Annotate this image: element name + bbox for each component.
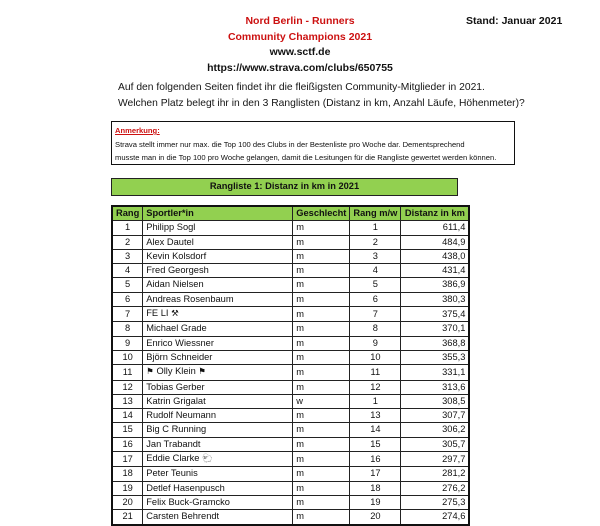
cell-rang-mw: 19 [350,495,401,509]
table-row [112,264,469,278]
cell-geschlecht: m [293,481,350,495]
cell-rang-mw: 1 [350,221,401,235]
cell-distanz: 313,6 [401,380,470,394]
cell-distanz: 370,1 [401,322,470,336]
athlete-name: Olly Klein [156,366,196,377]
cell-geschlecht: m [293,235,350,249]
cell-distanz: 275,3 [401,495,470,509]
club-name: Nord Berlin - Runners [245,15,355,27]
cell-sportler [143,467,293,481]
cell-rang: 20 [112,495,143,509]
cell-geschlecht: m [293,423,350,437]
athlete-name: Aidan Nielsen [146,279,204,290]
cell-geschlecht: w [293,394,350,408]
column-header-distanz: Distanz in km [401,206,470,221]
athlete-name: Big C Running [146,424,207,435]
cell-distanz: 438,0 [401,249,470,263]
table-row [112,249,469,263]
column-header-sportler: Sportler*in [143,206,293,221]
table-row [112,380,469,394]
table-row [112,322,469,336]
cell-rang: 3 [112,249,143,263]
cell-sportler [143,336,293,350]
cell-rang-mw: 10 [350,350,401,364]
table-row [112,365,469,380]
cell-sportler [143,423,293,437]
cell-distanz: 274,6 [401,510,470,525]
document-title-block [150,14,450,76]
cell-sportler [143,322,293,336]
cell-geschlecht: m [293,322,350,336]
table-row [112,437,469,451]
cell-rang: 12 [112,380,143,394]
cell-rang: 13 [112,394,143,408]
cell-sportler [143,249,293,263]
cell-sportler [143,380,293,394]
cell-rang-mw: 3 [350,249,401,263]
sheep-icon: 🐑 [202,454,213,465]
cell-distanz: 308,5 [401,394,470,408]
cell-geschlecht: m [293,221,350,235]
note-line-1: Strava stellt immer nur max. die Top 100 des Clubs in der Bestenliste pro Woche dar. Dementsprechend [115,139,465,149]
cell-rang: 7 [112,307,143,322]
award-title: Community Champions 2021 [227,30,373,43]
cell-rang: 15 [112,423,143,437]
cell-geschlecht: m [293,307,350,322]
cell-sportler [143,307,293,322]
cell-rang-mw: 1 [350,394,401,408]
column-header-rang: Rang [112,206,143,221]
table-row [112,292,469,306]
cell-rang-mw: 8 [350,322,401,336]
note-line-2: musste man in die Top 100 pro Woche gelangen, damit die Lesitungen für die Rangliste gewertet werden können. [115,153,497,162]
cell-sportler [143,510,293,525]
cell-rang-mw: 7 [350,307,401,322]
athlete-name: Tobias Gerber [146,381,205,392]
cell-geschlecht: m [293,437,350,451]
table-row [112,394,469,408]
cell-rang-mw: 5 [350,278,401,292]
cell-rang-mw: 2 [350,235,401,249]
cell-geschlecht: m [293,249,350,263]
cell-sportler [143,452,293,467]
intro-line-2: Welchen Platz belegt ihr in den 3 Ranglisten (Distanz in km, Anzahl Läufe, Höhenmeter)? [118,97,525,109]
table-row [112,336,469,350]
athlete-name: Kevin Kolsdorf [146,250,207,261]
cell-rang: 11 [112,365,143,380]
cell-geschlecht: m [293,495,350,509]
cell-rang-mw: 14 [350,423,401,437]
strava-link[interactable]: https://www.strava.com/clubs/650755 [207,61,393,74]
athlete-name: Philipp Sogl [146,222,196,233]
cell-sportler [143,235,293,249]
cell-geschlecht: m [293,365,350,380]
cell-rang: 17 [112,452,143,467]
cell-rang-mw: 17 [350,467,401,481]
cell-distanz: 331,1 [401,365,470,380]
cell-distanz: 386,9 [401,278,470,292]
cell-geschlecht: m [293,510,350,525]
cell-rang-mw: 12 [350,380,401,394]
athlete-name: Michael Grade [146,323,207,334]
pirate-flag-icon: ⚑ [198,367,206,378]
table-row [112,235,469,249]
cell-sportler [143,365,293,380]
athlete-name: Detlef Hasenpusch [146,482,225,493]
cell-rang: 9 [112,336,143,350]
athlete-name: Peter Teunis [146,468,198,479]
cell-geschlecht: m [293,380,350,394]
cell-sportler [143,264,293,278]
athlete-name: Andreas Rosenbaum [146,293,234,304]
hammer-pick-icon: ⚒ [171,309,179,320]
athlete-name: Felix Buck-Gramcko [146,496,230,507]
table-row [112,278,469,292]
cell-distanz: 431,4 [401,264,470,278]
table-row [112,495,469,509]
cell-rang: 19 [112,481,143,495]
cell-rang: 6 [112,292,143,306]
cell-rang-mw: 15 [350,437,401,451]
table-body [112,221,469,525]
note-box [111,121,515,165]
athlete-name: Carsten Behrendt [146,511,220,522]
note-title: Anmerkung: [115,126,160,135]
athlete-name: Eddie Clarke [146,453,200,464]
cell-sportler [143,350,293,364]
ranking-title-banner: Rangliste 1: Distanz in km in 2021 [111,178,458,196]
cell-distanz: 484,9 [401,235,470,249]
column-header-rang-mw: Rang m/w [350,206,401,221]
pirate-flag-icon: ⚑ [146,367,154,378]
intro-line-1: Auf den folgenden Seiten findet ihr die fleißigsten Community-Mitglieder in 2021. [118,82,485,93]
cell-distanz: 611,4 [401,221,470,235]
table-row [112,467,469,481]
table-row [112,221,469,235]
athlete-name: Katrin Grigalat [146,395,206,406]
athlete-name: Enrico Wiessner [146,337,214,348]
athlete-name: Rudolf Neumann [146,410,217,421]
cell-sportler [143,278,293,292]
cell-rang: 4 [112,264,143,278]
cell-rang-mw: 18 [350,481,401,495]
cell-geschlecht: m [293,336,350,350]
table-row [112,481,469,495]
cell-distanz: 375,4 [401,307,470,322]
cell-rang-mw: 20 [350,510,401,525]
cell-rang: 8 [112,322,143,336]
cell-sportler [143,292,293,306]
athlete-name: Björn Schneider [146,351,213,362]
cell-distanz: 297,7 [401,452,470,467]
table-row [112,423,469,437]
cell-sportler [143,495,293,509]
cell-distanz: 305,7 [401,437,470,451]
cell-sportler [143,437,293,451]
athlete-name: Fred Georgesh [146,265,209,276]
cell-rang-mw: 13 [350,409,401,423]
cell-geschlecht: m [293,350,350,364]
athlete-name: FE LI [146,308,169,319]
cell-rang-mw: 16 [350,452,401,467]
table-header-row [112,206,469,221]
cell-geschlecht: m [293,467,350,481]
cell-distanz: 307,7 [401,409,470,423]
cell-rang: 10 [112,350,143,364]
ranking-table [111,205,470,526]
cell-sportler [143,394,293,408]
athlete-name: Jan Trabandt [146,438,201,449]
table-row [112,452,469,467]
cell-sportler [143,221,293,235]
table-row [112,350,469,364]
cell-distanz: 276,2 [401,481,470,495]
cell-geschlecht: m [293,452,350,467]
cell-distanz: 380,3 [401,292,470,306]
cell-rang: 14 [112,409,143,423]
cell-rang: 16 [112,437,143,451]
website-link[interactable]: www.sctf.de [269,46,331,58]
athlete-name: Alex Dautel [146,236,194,247]
cell-sportler [143,481,293,495]
cell-rang: 2 [112,235,143,249]
cell-distanz: 281,2 [401,467,470,481]
cell-rang: 21 [112,510,143,525]
cell-geschlecht: m [293,264,350,278]
cell-geschlecht: m [293,409,350,423]
cell-rang-mw: 9 [350,336,401,350]
intro-text [118,80,525,111]
cell-rang-mw: 11 [350,365,401,380]
cell-rang: 5 [112,278,143,292]
column-header-geschlecht: Geschlecht [293,206,350,221]
stand-date: Stand: Januar 2021 [466,15,563,27]
cell-rang-mw: 6 [350,292,401,306]
cell-rang: 1 [112,221,143,235]
cell-distanz: 355,3 [401,350,470,364]
cell-distanz: 368,8 [401,336,470,350]
table-row [112,510,469,525]
cell-rang-mw: 4 [350,264,401,278]
table-row [112,409,469,423]
table-row [112,307,469,322]
cell-rang: 18 [112,467,143,481]
cell-geschlecht: m [293,292,350,306]
cell-sportler [143,409,293,423]
cell-distanz: 306,2 [401,423,470,437]
cell-geschlecht: m [293,278,350,292]
